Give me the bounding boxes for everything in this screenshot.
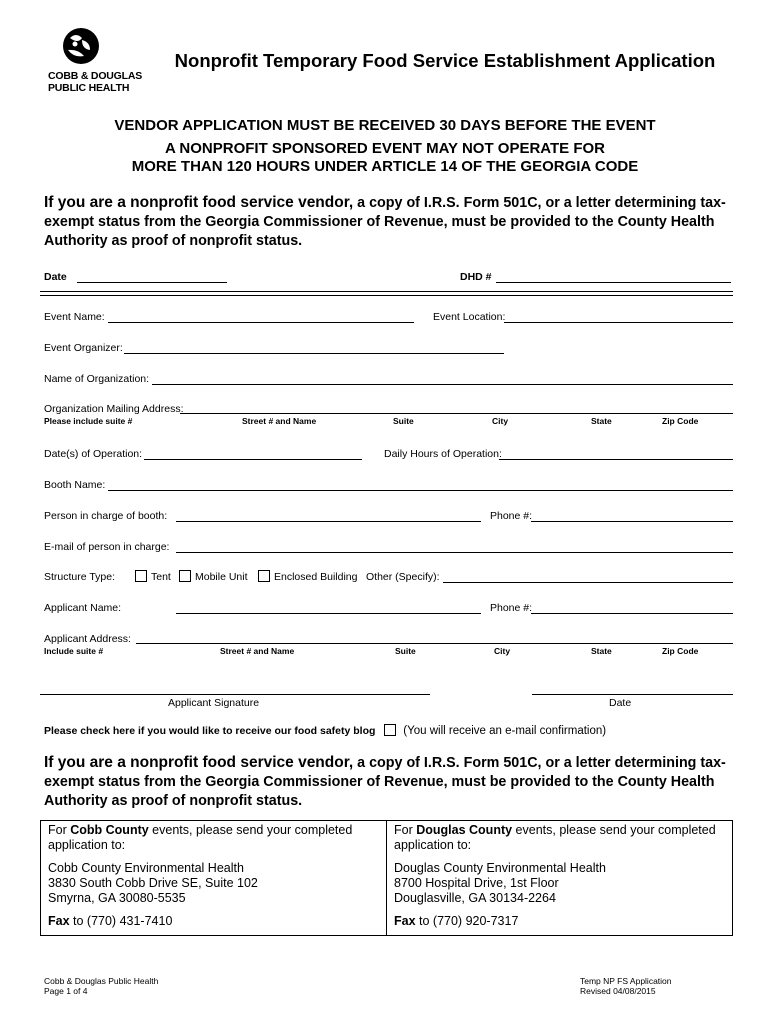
date-label: Date <box>44 271 67 283</box>
org-address-street: Street # and Name <box>242 416 317 426</box>
cobb-fax: to (770) 431-7410 <box>69 914 173 928</box>
structure-mobile-option[interactable] <box>179 570 248 583</box>
intro-lead: If you are a nonprofit food service vendor, <box>44 194 354 211</box>
org-address-label: Organization Mailing Address: <box>44 403 184 415</box>
tent-label: Tent <box>151 571 171 583</box>
dhd-field[interactable] <box>496 282 731 283</box>
footer-page: Page 1 of 4 <box>44 986 88 996</box>
structure-enclosed-option[interactable] <box>258 570 357 583</box>
org-address-zip: Zip Code <box>662 416 699 426</box>
applicant-signature-field[interactable] <box>40 694 430 695</box>
tent-checkbox[interactable] <box>135 570 147 582</box>
other-specify-field[interactable] <box>443 582 733 583</box>
event-organizer-label: Event Organizer: <box>44 342 123 354</box>
logo-text: COBB & DOUGLAS PUBLIC HEALTH <box>48 70 143 94</box>
douglas-addr1: 8700 Hospital Drive, 1st Floor <box>394 876 559 890</box>
event-location-field[interactable] <box>504 322 733 323</box>
footer-form-name: Temp NP FS Application <box>580 976 672 986</box>
email-label: E-mail of person in charge: <box>44 541 170 553</box>
event-name-label: Event Name: <box>44 311 105 323</box>
daily-hours-label: Daily Hours of Operation: <box>384 448 502 460</box>
signature-date-field[interactable] <box>532 694 733 695</box>
booth-name-label: Booth Name: <box>44 479 106 491</box>
org-address-suite: Suite <box>393 416 414 426</box>
applicant-address-street: Street # and Name <box>220 646 295 656</box>
applicant-phone-field[interactable] <box>531 613 733 614</box>
applicant-name-field[interactable] <box>176 613 481 614</box>
douglas-contact-cell: For Douglas County events, please send your completed application to: Douglas County Environmental Health 8700 Hospital Drive, 1st Floor Douglasville, GA 30134-2264 Fax to (770) 920-7317 <box>387 821 733 936</box>
blog-optin-note: (You will receive an e-mail confirmation) <box>403 725 607 737</box>
douglas-addr2: Douglasville, GA 30134-2264 <box>394 891 556 905</box>
org-name-field[interactable] <box>152 384 733 385</box>
blog-optin-label: Please check here if you would like to receive our food safety blog <box>44 725 376 737</box>
email-field[interactable] <box>176 552 733 553</box>
page-title: Nonprofit Temporary Food Service Establishment Application <box>174 50 716 71</box>
org-address-field[interactable] <box>180 413 733 414</box>
douglas-office-name: Douglas County Environmental Health <box>394 861 606 875</box>
blog-optin-row <box>44 724 606 737</box>
event-organizer-field[interactable] <box>124 353 504 354</box>
footer-right <box>580 976 672 996</box>
applicant-address-label: Applicant Address: <box>44 633 131 645</box>
event-location-label: Event Location: <box>433 311 506 323</box>
cobb-addr1: 3830 South Cobb Drive SE, Suite 102 <box>48 876 258 890</box>
event-name-field[interactable] <box>108 322 414 323</box>
intro-paragraph <box>44 193 734 251</box>
structure-type-label: Structure Type: <box>44 571 116 583</box>
applicant-address-state: State <box>591 646 612 656</box>
date-field[interactable] <box>77 282 227 283</box>
applicant-address-suite: Suite <box>395 646 416 656</box>
heading-nonprofit-limit: A NONPROFIT SPONSORED EVENT MAY NOT OPERATE FOR <box>164 140 606 157</box>
phone-field[interactable] <box>531 521 733 522</box>
heading-article-14: MORE THAN 120 HOURS UNDER ARTICLE 14 OF THE GEORGIA CODE <box>131 158 639 175</box>
applicant-address-suite-note: Include suite # <box>44 646 104 656</box>
daily-hours-field[interactable] <box>499 459 733 460</box>
person-in-charge-label: Person in charge of booth: <box>44 510 168 522</box>
org-name-label: Name of Organization: <box>44 373 150 385</box>
cobb-addr2: Smyrna, GA 30080-5535 <box>48 891 186 905</box>
dates-operation-label: Date(s) of Operation: <box>44 448 143 460</box>
booth-name-field[interactable] <box>108 490 733 491</box>
applicant-address-field[interactable] <box>136 643 733 644</box>
applicant-signature-label: Applicant Signature <box>168 697 260 709</box>
contact-table <box>40 820 733 936</box>
douglas-county-name: Douglas County <box>416 823 513 837</box>
douglas-fax: to (770) 920-7317 <box>415 914 519 928</box>
applicant-address-city: City <box>494 646 511 656</box>
dates-operation-field[interactable] <box>144 459 362 460</box>
intro-paragraph-repeat <box>44 753 734 811</box>
intro-rest: a copy of I.R.S. Form 501C, or a letter determining tax-exempt status from the Georgia Commissioner of Revenue, must be provided to the County Health Authority as proof of nonprofit status. <box>44 195 726 249</box>
heading-deadline: VENDOR APPLICATION MUST BE RECEIVED 30 DAYS BEFORE THE EVENT <box>114 117 656 134</box>
org-address-suite-note: Please include suite # <box>44 416 133 426</box>
double-divider <box>40 291 733 296</box>
phone-label: Phone #: <box>490 510 533 522</box>
footer-revised: Revised 04/08/2015 <box>580 986 656 996</box>
blog-optin-checkbox[interactable] <box>384 724 396 736</box>
footer-left <box>44 976 158 996</box>
enclosed-building-label: Enclosed Building <box>274 571 358 583</box>
org-address-state: State <box>591 416 612 426</box>
footer-org: Cobb & Douglas Public Health <box>44 976 159 986</box>
org-address-city: City <box>492 416 509 426</box>
intro-repeat-rest: a copy of I.R.S. Form 501C, or a letter determining tax-exempt status from the Georgia Commissioner of Revenue, must be provided to the County Health Authority as proof of nonprofit status. <box>44 755 726 809</box>
applicant-name-label: Applicant Name: <box>44 602 122 614</box>
cobb-contact-cell: For Cobb County events, please send your completed application to: Cobb County Environmental Health 3830 South Cobb Drive SE, Suite 102 Smyrna, GA 30080-5535 Fax to (770) 431-7410 <box>41 821 387 936</box>
cobb-office-name: Cobb County Environmental Health <box>48 861 244 875</box>
intro-repeat-lead: If you are a nonprofit food service vendor, <box>44 754 354 771</box>
applicant-address-zip: Zip Code <box>662 646 699 656</box>
enclosed-building-checkbox[interactable] <box>258 570 270 582</box>
other-specify-label: Other (Specify): <box>366 571 440 583</box>
cobb-county-name: Cobb County <box>70 823 149 837</box>
mobile-unit-label: Mobile Unit <box>195 571 248 583</box>
structure-tent-option[interactable] <box>135 570 171 583</box>
signature-date-label: Date <box>609 697 632 709</box>
applicant-phone-label: Phone #: <box>490 602 533 614</box>
person-in-charge-field[interactable] <box>176 521 481 522</box>
mobile-unit-checkbox[interactable] <box>179 570 191 582</box>
dhd-label: DHD # <box>460 271 492 283</box>
